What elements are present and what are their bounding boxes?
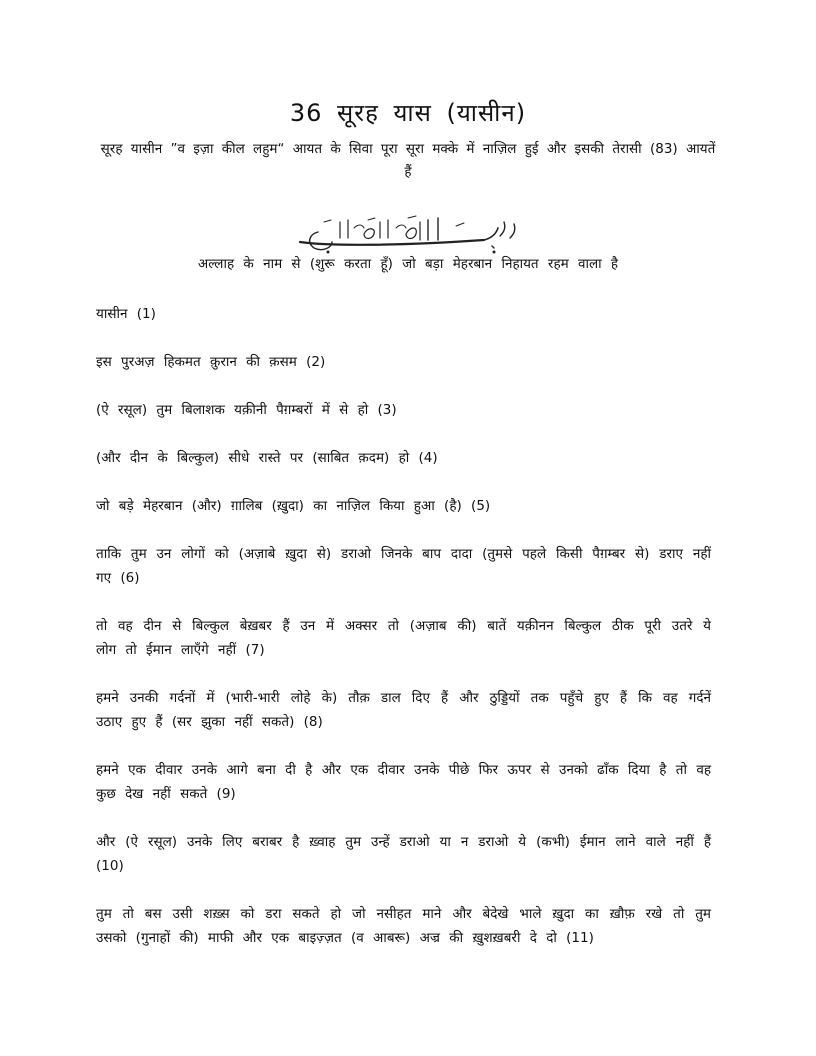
verse-8: हमने उनकी गर्दनों में (भारी-भारी लोहे के) तौक़ डाल दिए हैं और ठुड्डियों तक पहुँचे हुए हैं कि वह गर्दनें उठाए हुए हैं (सर झुका नहीं सकते) (8) xyxy=(96,690,711,730)
verse-2: इस पुरअज़ हिकमत क़ुरान की क़सम (2) xyxy=(96,354,326,370)
surah-title: 36 सूरह यास (यासीन) xyxy=(289,99,527,127)
verse-9: हमने एक दीवार उनके आगे बना दी है और एक दीवार उनके पीछे फिर ऊपर से उनको ढाँक दिया है तो वह कुछ देख नहीं सकते (9) xyxy=(96,762,711,802)
basmala-calligraphy-icon xyxy=(288,212,528,256)
verse-4: (और दीन के बिल्कुल) सीधे रास्ते पर (साबित क़दम) हो (4) xyxy=(96,450,438,466)
verse-6: ताकि तुम उन लोगों को (अज़ाबे ख़ुदा से) डराओ जिनके बाप दादा (तुमसे पहले किसी पैग़म्बर से) डराए नहीं गए (6) xyxy=(96,546,711,586)
verse-7: तो वह दीन से बिल्कुल बेख़बर हैं उन में अक्सर तो (अज़ाब की) बातें यक़ीनन बिल्कुल ठीक पूरी उतरे ये लोग तो ईमान लाएँगे नहीं (7) xyxy=(96,618,711,658)
surah-description: सूरह यासीन ”व इज़ा कील लहुम“ आयत के सिवा पूरा सूरा मक्के में नाज़िल हुई और इसकी तेरासी (83) आयतें हैं xyxy=(100,141,716,180)
verse-3: (ऐ रसूल) तुम बिलाशक यक़ीनी पैग़म्बरों में से हो (3) xyxy=(96,402,397,418)
verse-11: तुम तो बस उसी शख़्स को डरा सकते हो जो नसीहत माने और बेदेखे भाले ख़ुदा का ख़ौफ़ रखे तो तुम उसको (गुनाहों की) माफी और एक बाइज़्ज़त (व आबरू) अज्र की ख़ुशख़बरी दे दो (11) xyxy=(96,906,711,946)
verse-5: जो बड़े मेहरबान (और) ग़ालिब (ख़ुदा) का नाज़िल किया हुआ (है) (5) xyxy=(96,498,491,514)
bismillah-translation: अल्लाह के नाम से (शुरू करता हूँ) जो बड़ा मेहरबान निहायत रहम वाला है xyxy=(197,256,619,272)
verse-10: और (ऐ रसूल) उनके लिए बराबर है ख़्वाह तुम उन्हें डराओ या न डराओ ये (कभी) ईमान लाने वाले नहीं हैं (10) xyxy=(96,834,711,874)
verse-list xyxy=(96,302,711,974)
verse-1: यासीन (1) xyxy=(96,306,156,322)
